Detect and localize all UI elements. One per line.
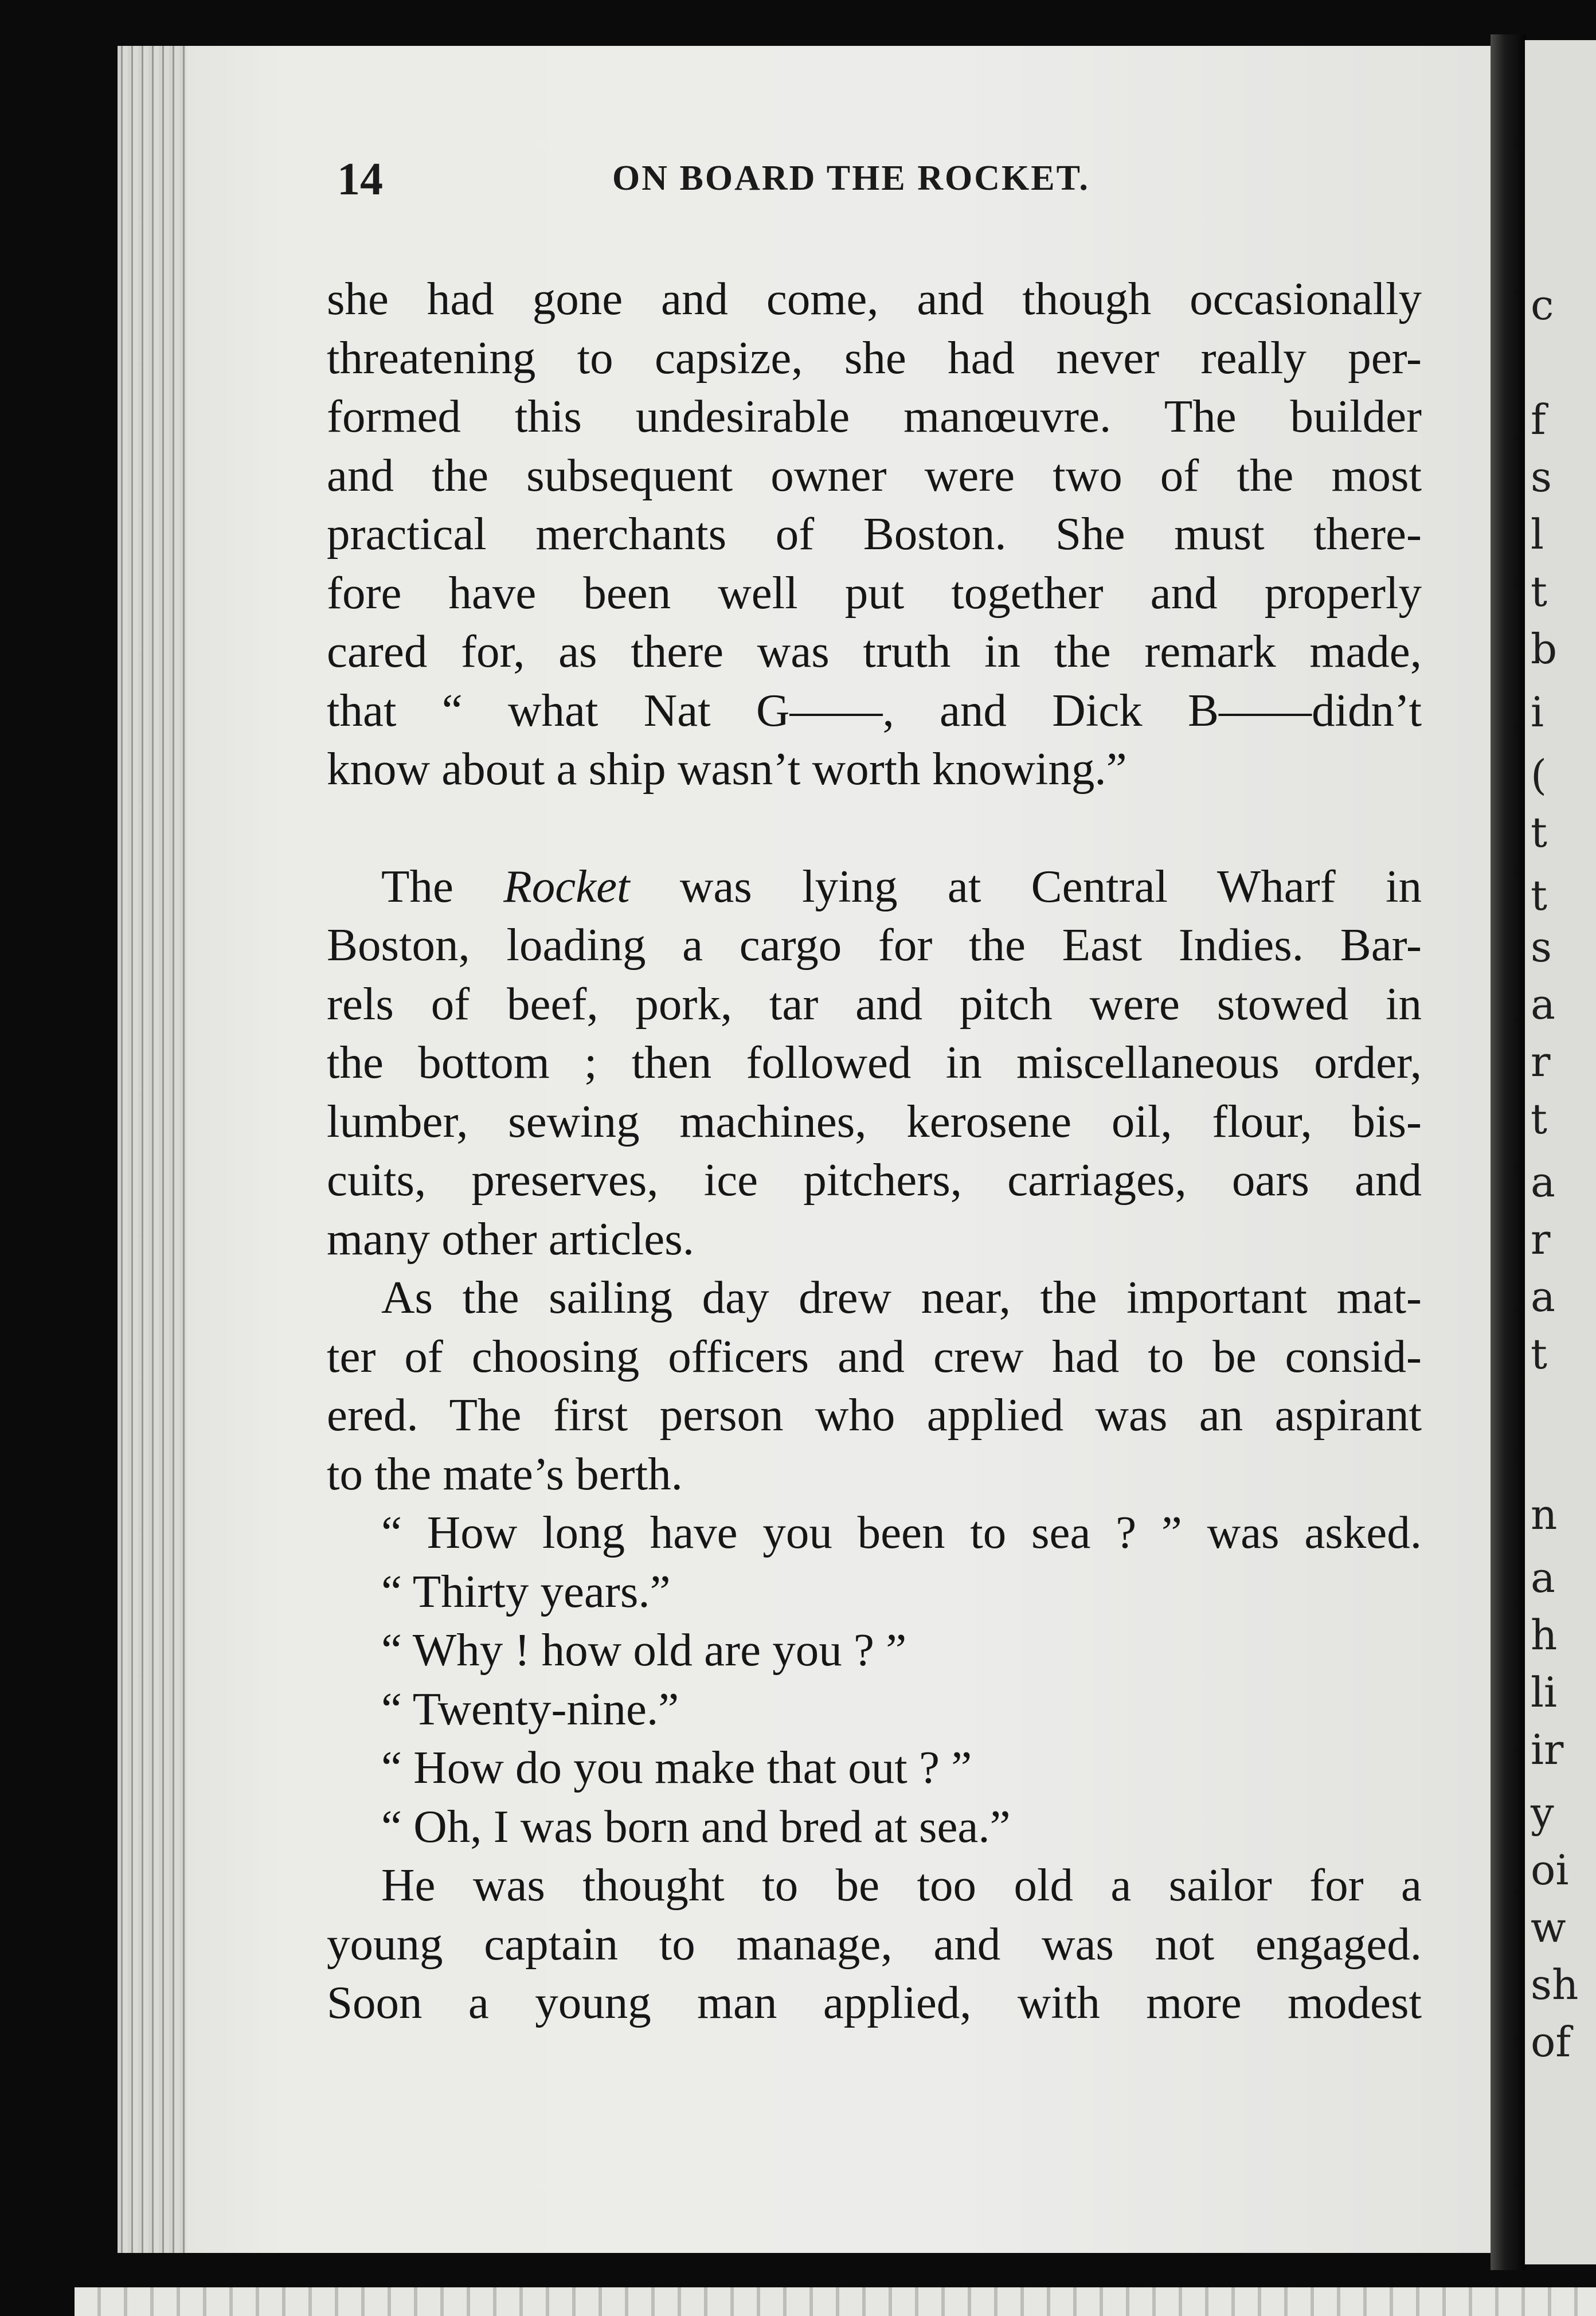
text-line: He was thought to be too old a sailor for a [381, 1859, 1422, 1911]
ship-name: Rocket [503, 860, 630, 912]
text-line: As the sailing day drew near, the important mat- [381, 1272, 1422, 1323]
facing-page-letter: t [1531, 1330, 1547, 1378]
paragraph-1 [327, 269, 1422, 799]
dialogue-line: “ How long have you been to sea ? ” was asked. [381, 1507, 1422, 1558]
facing-page-letter: r [1531, 1038, 1551, 1086]
facing-page-letter: t [1531, 1095, 1547, 1143]
dialogue-line: “ Why ! how old are you ? ” [381, 1624, 907, 1676]
text-line: she had gone and come, and though occasionally [327, 273, 1422, 324]
text-line: threatening to capsize, she had never really per- [327, 331, 1422, 384]
text-line: practical merchants of Boston. She must there- [327, 508, 1422, 560]
text-fragment: The [381, 860, 504, 912]
text-line: ter of choosing officers and crew had to be consid- [327, 1330, 1422, 1382]
facing-page-letter: r [1531, 1215, 1551, 1263]
running-header [0, 154, 1596, 205]
text-line: the bottom ; then followed in miscellaneous order, [327, 1036, 1422, 1088]
paragraph-4 [327, 1856, 1422, 2032]
facing-page-letter: of [1531, 2018, 1571, 2066]
text-line: formed this undesirable manœuvre. The builder [327, 390, 1422, 442]
text-line: many other articles. [327, 1212, 694, 1265]
page-body [327, 269, 1422, 2032]
dialogue-line: “ Thirty years.” [381, 1565, 671, 1617]
text-line: lumber, sewing machines, kerosene oil, flour, bis- [327, 1095, 1422, 1147]
scan-bottom-edge [75, 2287, 1596, 2316]
facing-page-letter: n [1531, 1490, 1558, 1539]
text-line: Soon a young man applied, with more modest [327, 1977, 1422, 2028]
text-line [327, 857, 1422, 916]
text-line: Boston, loading a cargo for the East Indies. Bar- [327, 919, 1422, 971]
facing-page-letter: y [1531, 1789, 1554, 1837]
paragraph-3 [327, 1268, 1422, 1503]
facing-page-letter: i [1531, 688, 1544, 736]
facing-page-letter: a [1531, 1158, 1555, 1206]
facing-page-letter: a [1531, 1273, 1555, 1321]
facing-page-letter: b [1531, 625, 1558, 673]
text-fragment: was lying at Central Wharf in [629, 860, 1422, 912]
text-line: cuits, preserves, ice pitchers, carriages, oars and [327, 1154, 1422, 1206]
facing-page-letter: a [1531, 980, 1555, 1028]
facing-page-letter: li [1531, 1668, 1558, 1716]
dialogue [327, 1503, 1422, 1856]
text-line: ered. The first person who applied was an aspirant [327, 1389, 1422, 1441]
facing-page-letter: oi [1531, 1846, 1569, 1894]
facing-page-letter: c [1531, 281, 1554, 329]
facing-page-letter: h [1531, 1611, 1558, 1659]
facing-page-fragment [1525, 40, 1596, 2264]
page-number: 14 [337, 154, 383, 205]
section-break [327, 799, 1422, 857]
facing-page-letter: w [1531, 1903, 1566, 1951]
text-line: young captain to manage, and was not engaged. [327, 1918, 1422, 1970]
text-line: know about a ship wasn’t worth knowing.” [327, 743, 1127, 795]
text-line: rels of beef, pork, tar and pitch were stowed in [327, 977, 1422, 1030]
facing-page-letter: t [1531, 871, 1547, 920]
facing-page-letter: sh [1531, 1961, 1579, 2009]
dialogue-line: “ Oh, I was born and bred at sea.” [381, 1800, 1011, 1852]
running-title: ON BOARD THE ROCKET. [612, 159, 1090, 198]
dialogue-line: “ How do you make that out ? ” [381, 1742, 972, 1793]
facing-page-letter: ( [1531, 751, 1547, 799]
facing-page-letter: t [1531, 568, 1547, 616]
paragraph-2 [327, 857, 1422, 1269]
facing-page-letter: f [1531, 396, 1546, 444]
text-line: that “ what Nat G——, and Dick B——didn’t [327, 684, 1422, 736]
book-gutter [1491, 34, 1526, 2270]
facing-page-letter: ir [1531, 1726, 1564, 1774]
facing-page-letter: s [1531, 453, 1552, 501]
facing-page-letter: s [1531, 923, 1552, 971]
facing-page-letter: a [1531, 1554, 1555, 1602]
dialogue-line: “ Twenty-nine.” [381, 1683, 679, 1735]
text-line: and the subsequent owner were two of the most [327, 449, 1422, 501]
text-line: to the mate’s berth. [327, 1447, 683, 1500]
text-line: fore have been well put together and properly [327, 566, 1422, 619]
facing-page-letter: t [1531, 808, 1547, 856]
text-line: cared for, as there was truth in the remark made, [327, 625, 1422, 677]
facing-page-letter: l [1531, 510, 1544, 558]
page-edge-stack [118, 46, 186, 2253]
